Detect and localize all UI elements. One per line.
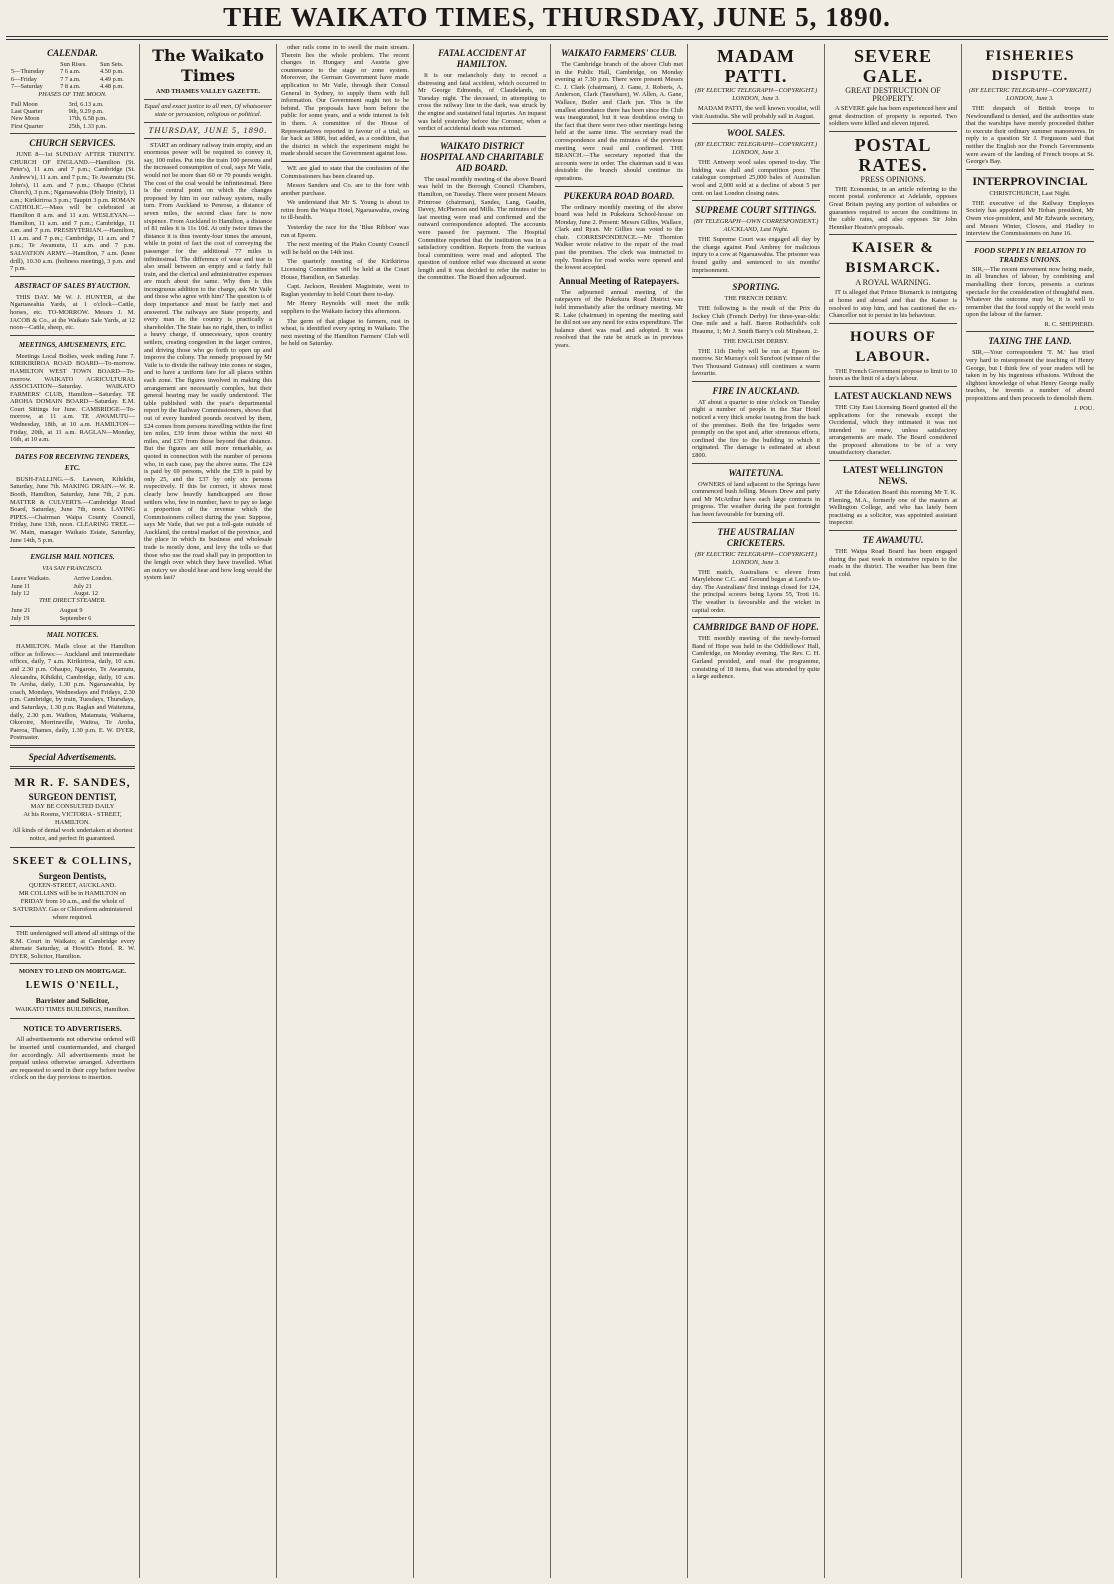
moon-heading: PHASES OF THE MOON. [38, 90, 107, 98]
divider [418, 136, 546, 137]
fatal-accident-text: It is our melancholy duty to record a distressing and fatal accident, which occurred to Mr George Edmonds, of Claudelands, on Tuesday night. The deceased, in attempting to cross the railway line in the dark, was struck by the engine and sustained fatal injuries. An inquest was held yesterday before the Coroner, when a verdict of accidental death was returned. [418, 72, 546, 133]
article-body [418, 176, 546, 282]
divider [144, 99, 272, 100]
cell: Sun Sets. [100, 61, 124, 68]
madam-patti-sub: (BY ELECTRIC TELEGRAPH—COPYRIGHT.) LONDON, June 3. [694, 87, 818, 102]
divider [692, 463, 820, 464]
interprovincial-heading: INTERPROVINCIAL [972, 173, 1088, 188]
divider [692, 381, 820, 382]
wellington-news-text: AT the Education Board this morning Mr T. K. Fleming, M.A., formerly one of the masters at Wellington College, and who has lately been practising as a solicitor, was appointed assistant inspector. [829, 489, 957, 527]
brief-item: The quarterly meeting of the Kirikiriroa Licensing Committee will be held at the Court House, Hamilton, on Saturday. [281, 258, 409, 281]
wellington-news-heading: LATEST WELLINGTON NEWS. [842, 465, 944, 487]
cell: New Moon [11, 115, 40, 123]
special-ads-heading: Special Advertisements. [28, 751, 117, 762]
cell: 17th, 6.58 p.m. [68, 115, 107, 123]
divider [692, 277, 820, 278]
article-body [144, 142, 272, 582]
abstract-text: THIS DAY. Mr W. J. HUNTER, at the Ngaruawahia Yards, at 1 o'clock—Cattle, horses, etc. TO-MORROW. Messrs J. M. JACOB & Co., at the Waikato Sale Yards, at 12 noon—Cattle, sheep, etc. [10, 293, 135, 332]
divider [692, 200, 820, 201]
column-6 [688, 44, 825, 1578]
cell: September 6 [59, 614, 92, 622]
leader-continued-text: other rails come in to swell the main stream. Therein lies the whole problem. The recent changes in Hungary and Austria give countenance to the stage or zone system. Moreover, the German Government have made application to Mr Vaile, through their Consul General in Sydney, to supply them with full information. Our Government ought not to be behind. The proposals have been before the public for some years, and a wide interest is felt in them. A committee of the House of Representatives reported in favour of a trial, so far back as 1886, but added, as a condition, that the district in which the experiment might be made should secure the Government against loss. [281, 44, 409, 158]
notice-advertisers-heading: NOTICE TO ADVERTISERS. [23, 1024, 122, 1034]
church-services-heading: CHURCH SERVICES. [29, 138, 116, 149]
cell: July 12 [11, 590, 30, 597]
article-body [966, 105, 1094, 166]
farmers-club-text: The Cambridge branch of the above Club met in the Public Hall, Cambridge, on Monday evening at 7.30 p.m. There were present Messrs C. J. Clark (chairman), J. Gane, J. Roberts, A. Anderson, Clark (Tauwhare), W. Allen, A. Gane, Wallace, Butler and Clark jun. This is the smallest attendance there has been since the Club was inaugurated, but it was doubtless owing to the fact that there were two other meetings being held at the same time. The secretary read the correspondence and the minutes of the previous meeting were read and confirmed. THE BRANCH.—The secretary reported that the accounts were in order. The chairman said it was desirable the branch should continue its operations. [555, 61, 683, 182]
cricketers-sub: (BY ELECTRIC TELEGRAPH—COPYRIGHT.) LONDON, June 3. [694, 550, 818, 566]
advert-text: MR COLLINS will be in HAMILTON on FRIDAY from 10 a.m., and the whole of SATURDAY. Gas or Chloroform administered where required. [12, 889, 133, 921]
hospital-board-heading: WAIKATO DISTRICT HOSPITAL AND CHARITABLE AID BOARD. [420, 140, 544, 173]
pukekura-heading: PUKEKURA ROAD BOARD. [563, 190, 675, 201]
french-derby-text: THE following is the result of the Prix du Jockey Club (French Derby) for three-year-olds: One mile and a half. Baron Rothschild's colt Heaume, 1; Mr J. Smith Barry's colt Mirabeau, 2. [692, 305, 820, 335]
cell: 9th, 9.29 p.m. [68, 108, 104, 116]
supreme-court-heading: SUPREME COURT SITTINGS. [695, 205, 817, 216]
article-body [10, 930, 135, 960]
ratepayers-heading: Annual Meeting of Ratepayers. [559, 275, 679, 286]
postal-rates-sub: PRESS OPINIONS. [860, 174, 926, 184]
article-body [10, 476, 135, 544]
article-body [692, 348, 820, 378]
cell: June 11 [11, 582, 31, 590]
brief-item: The germ of that plague to farmers, rust in wheat, is identified every spring in Waikato. The next meeting of the Hamilton Farmers' Club will be held on Saturday. [281, 317, 409, 348]
advert-name: SKEET & COLLINS, [12, 854, 133, 867]
divider [10, 847, 135, 848]
column-7 [825, 44, 962, 1578]
cell: 7 6 a.m. [60, 68, 81, 76]
auckland-news-text: THE City East Licensing Board granted all the applications for the renewals except the Occidental, which they intimated it was not intended to renew, unless satisfactory arrangements are made. The Board considered the proposed alterations to be of a very unsatisfactory character. [829, 403, 957, 457]
advert-title: SURGEON DENTIST, [28, 791, 117, 802]
mails-heading: ENGLISH MAIL NOTICES. [30, 553, 115, 562]
divider [281, 161, 409, 162]
brief-item: Messrs Sanders and Co. are to the fore with another purchase. [281, 182, 409, 197]
table-row [10, 83, 135, 90]
divider [829, 386, 957, 387]
divider [10, 335, 135, 336]
divider [966, 331, 1094, 332]
column-2 [140, 44, 277, 1578]
kaiser-text: IT is alleged that Prince Bismarck is intriguing at home and abroad and that the Kaiser is resolved to stop him, and has cautioned the ex-Chancellor not to persist in his behaviour. [829, 289, 957, 320]
severe-gale-heading: SEVERE GALE. [853, 46, 933, 86]
mail-notices-text: HAMILTON. Mails close at the Hamilton office as follows:— Auckland and intermediate offices, daily, 7 a.m. Kirikiriroa, daily, 10 a.m. and 2.30 p.m. Ohaupo, Ngaroto, Te Awamutu, Alexandra, Kihikihi, Cambridge, daily, 10 a.m. Te Aroha, daily, 1.30 p.m. Ngaruawahia, by coach, Mondays, Wednesdays and Fridays, 2.30 p.m. Cambridge, by train, Tuesdays, Thursdays, and Saturdays, 1.30 p.m. Raglan and Waitetuna, daily, 2.30 p.m. Waihou, Matamata, Waharoa, Okoroire, Morrinsville, Waitoa, Te Aroha, Paeroa, Thames, daily, 1.30 p.m. E. W. DYER, Postmaster. [10, 643, 135, 742]
calendar-heading: CALENDAR. [47, 48, 98, 58]
kaiser-sub: A ROYAL WARNING. [855, 278, 931, 288]
cell: 25th, 1.33 p.m. [68, 122, 107, 130]
article-body [692, 481, 820, 519]
cell: June 21 [11, 607, 31, 615]
advert-title: Surgeon Dentists, [38, 870, 107, 881]
interprovincial-text: THE executive of the Railway Employes Society has appointed Mr Hoban president, Mr Owen vice-president, and Mr Edwards secretary, and Messrs Winter, Clowes, and Hadley to interview the Commissioners on June 16. [966, 199, 1094, 238]
divider [10, 766, 135, 769]
brief-item: Yesterday the race for the 'Blue Ribbon' was run at Epsom. [281, 224, 409, 239]
article-body [10, 294, 135, 332]
advert-name: LEWIS O'NEILL, [25, 980, 120, 992]
supreme-court-sub: (BY TELEGRAPH—OWN CORRESPONDENT.) AUCKLAND, Last Night. [693, 218, 819, 234]
skeet-collins-advert [10, 852, 135, 922]
cell: Last Quarter [11, 108, 43, 116]
cell: 4.49 p.m. [100, 75, 124, 83]
cell: 7 8 a.m. [60, 83, 81, 91]
te-awamutu-text: THE Waipa Road Board has been engaged during the past week in extensive repairs to the roads in the district. The weather has been fine but cold. [829, 548, 957, 578]
waitetuna-heading: WAITETUNA. [728, 467, 784, 478]
article-body [966, 266, 1094, 319]
fisheries-heading: FISHERIES DISPUTE. [985, 48, 1075, 84]
article-body [829, 368, 957, 383]
cell: July 21 [73, 582, 92, 590]
cell [10, 61, 59, 68]
church-services-text: JUNE 8—1st SUNDAY AFTER TRINITY. CHURCH OF ENGLAND.—Hamilton (St. Peter's), 11 a.m. and 7 p.m.; Cambridge (St. Andrew's), 11 a.m. and 7 p.m.; Te Awamutu (St. John's), 11 a.m. and 7 p.m.; Ohaupo (Christ Church), 3 p.m.; Ngaruawahia (Holy Trinity), 11 a.m.; Kirikiriroa 3 p.m.; Taupiri 3 p.m. ROMAN CATHOLIC.—Mass will be celebrated at Hamilton 8 a.m. and 11 a.m. WESLEYAN.—Hamilton, 11 a.m. and 7 p.m.; Cambridge, 11 a.m. and 7 p.m. PRESBYTERIAN.—Hamilton, 11 a.m. and 7 p.m.; Cambridge, 11 a.m. and 7 p.m.; Te Awamutu, 11 a.m. and 7 p.m. SALVATION ARMY.—Hamilton, 7 a.m. (knee drill), 10.30 a.m. (holiness meeting), 3 p.m. and 7 p.m. [10, 151, 135, 273]
column-5 [551, 44, 688, 1578]
article-body [692, 635, 820, 681]
divider [692, 522, 820, 523]
masthead-title: THE WAIKATO TIMES, THURSDAY, JUNE 5, 1890. [223, 2, 891, 32]
table-row [10, 607, 135, 614]
article-body [829, 289, 957, 319]
hours-labour-heading: HOURS OF LABOUR. [850, 328, 936, 365]
divider [10, 963, 135, 964]
column-1 [6, 44, 140, 1578]
advert-name: MR R. F. SANDES, [14, 774, 131, 789]
cricketers-heading: THE AUSTRALIAN CRICKETERS. [717, 526, 795, 548]
taxing-land-signature: J. POU. [1073, 404, 1094, 412]
article-body [281, 44, 409, 348]
cell: July 19 [11, 614, 30, 622]
divider [966, 241, 1094, 242]
table-row [10, 583, 135, 590]
divider [10, 625, 135, 626]
table-row [10, 575, 135, 582]
meetings-heading: MEETINGS, AMUSEMENTS, ETC. [18, 340, 127, 349]
calendar-table [10, 61, 135, 91]
madam-patti-heading: MADAM PATTI. [717, 46, 795, 86]
severe-gale-sub: GREAT DESTRUCTION OF PROPERTY. [845, 86, 941, 103]
english-derby-heading: THE ENGLISH DERBY. [723, 337, 789, 345]
table-row [10, 108, 135, 115]
article-body [692, 159, 820, 197]
te-awamutu-heading: TE AWAMUTU. [862, 535, 924, 546]
advert-heading: MONEY TO LEND ON MORTGAGE. [18, 968, 127, 976]
brief-item: We understand that Mr S. Young is about to retire from the Waipa Hotel, Ngaruawahia, owing to ill-health. [281, 199, 409, 222]
column-4 [414, 44, 551, 1578]
cell: Sun Rises. [60, 61, 87, 68]
oneill-advert [10, 968, 135, 1014]
article-body [692, 236, 820, 274]
article-body [10, 1036, 135, 1082]
leader-dateline: THURSDAY, JUNE 5, 1890. [148, 125, 268, 135]
farmers-club-heading: WAIKATO FARMERS' CLUB. [561, 48, 677, 58]
fire-text: AT about a quarter to nine o'clock on Tuesday night a number of people in the Star Hotel noticed a very thick smoke issuing from the back of the premises. Both the fire brigades were promptly on the spot and, after strenuous efforts, confined the fire to the building in which it originated. The damage is estimated at about £800. [692, 398, 820, 460]
cell: 5—Thursday [11, 68, 45, 76]
advert-place: WAIKATO TIMES BUILDINGS, Hamilton. [15, 1006, 130, 1014]
paper-title: The Waikato Times [152, 46, 264, 85]
masthead-rule-lower [6, 39, 1108, 40]
paper-motto: Equal and exact justice to all men, Of whatsoever state or persuasion, religious or political. [144, 103, 272, 118]
article-body [555, 204, 683, 272]
table-row [10, 615, 135, 622]
taxing-land-text: SIR,—Your correspondent 'T. M.' has tried very hard to misrepresent the teaching of Henry George, but I think few of your readers will be taken in by his ingenious effusions. Without the slightest knowledge of what Henry George really teaches, he invents a number of absurd propositions and then proceeds to demolish them. [966, 349, 1094, 403]
brief-item: Mr Henry Reynolds will meet the milk suppliers to the Waikato factory this afternoon. [281, 300, 409, 315]
brief-item: Capt. Jackson, Resident Magistrate, went to Raglan yesterday to hold Court there to-day. [281, 283, 409, 298]
article-body [692, 105, 820, 120]
brief-item: The next meeting of the Piako County Council will be held on the 14th inst. [281, 241, 409, 256]
fatal-accident-heading: FATAL ACCIDENT AT HAMILTON. [438, 48, 526, 69]
advert-title: Barrister and Solicitor, [35, 996, 110, 1006]
cell: 3rd, 6.13 a.m. [68, 100, 104, 108]
direct-table [10, 607, 135, 622]
pukekura-text: The ordinary monthly meeting of the above board was held in Pukekura School-house on Monday, June 2. Present: Messrs Gillies, Wallace, Clark and Ryan. Mr Gillies was voted to the chair. CORRESPONDENCE.—Mr Thornton Walker wrote relative to the repair of the road past the premises. The clerk was instructed to reply. Tenders for road works were opened and the lowest accepted. [555, 203, 683, 272]
masthead-rule [6, 36, 1108, 37]
cell: Leave Waikato. [11, 575, 51, 583]
cell: 7—Saturday [11, 83, 43, 91]
article-body [966, 349, 1094, 402]
table-row [10, 590, 135, 597]
divider [144, 138, 272, 139]
fisheries-text: THE despatch of British troops to Newfoundland is denied, and the authorities state that the warships have merely proceeded thither to execute their ordinary summer manoeuvres. In reply to a question Sir J. Fergusson said that neither the English nor the French Governments were aware of the landing of French troops at St. George's Bay. [966, 105, 1094, 166]
article-body [692, 399, 820, 460]
divider [144, 122, 272, 123]
abstract-heading: ABSTRACT OF SALES BY AUCTION. [14, 281, 131, 290]
severe-gale-text: A SEVERE gale has been experienced here and great destruction of property is reported. Two soldiers were killed and eleven injured. [829, 105, 957, 128]
wool-sales-sub: (BY ELECTRIC TELEGRAPH—COPYRIGHT.) LONDON, June 3. [694, 141, 818, 157]
paper-subtitle: AND THAMES VALLEY GAZETTE. [155, 88, 261, 95]
article-body [10, 151, 135, 273]
cell: First Quarter [11, 122, 44, 130]
table-row [10, 101, 135, 108]
article-body [829, 404, 957, 457]
waitetuna-text: OWNERS of land adjacent to the Springs have commenced bush felling. Messrs Drew and party and Mr McArthur have each large contracts in progress. The weather during the past fortnight has been favourable for burning off. [692, 480, 820, 518]
table-row [10, 76, 135, 83]
article-body [829, 105, 957, 128]
hours-labour-text: THE French Government propose to limit to 10 hours as the limit of a day's labour. [829, 367, 957, 383]
table-row [10, 61, 135, 68]
taxing-land-heading: TAXING THE LAND. [988, 336, 1072, 347]
wool-sales-text: THE Antwerp wool sales opened to-day. The bidding was dull and competition poor. The catalogue comprised 25,000 bales of Australian wool and 2,000 sold at a decline of about 5 per cent. on last London closing rates. [692, 159, 820, 197]
divider [966, 169, 1094, 170]
article-body [10, 353, 135, 444]
dentist-advert [10, 773, 135, 843]
solicitor-advert-text: THE undersigned will attend all sittings of the R.M. Court in Waikato; at Cambridge every alternate Saturday, at Howitt's Hotel. R. W. DYER, Solicitor, Hamilton. [10, 929, 135, 960]
article-body [418, 72, 546, 133]
meetings-text: Meetings Local Bodies, week ending June 7. KIRIKIRIROA ROAD BOARD—To-morrow. HAMILTON WEST TOWN BOARD—To-morrow. WAIKATO AGRICULTURAL ASSOCIATION—Saturday. WAIKATO FARMERS' CLUB, Hamilton—Saturday. TE AROHA DOMAIN BOARD—Saturday. E.M. Court Sittings for June. CAMBRIDGE—To-morrow, at 11 a.m. TE AWAMUTU—Wednesday, 18th, at 10 a.m. HAMILTON—Friday, 20th, at 11 a.m. RAGLAN—Monday, 16th, at 10 a.m. [10, 352, 135, 444]
divider [10, 547, 135, 548]
moon-table [10, 101, 135, 131]
wool-sales-heading: WOOL SALES. [726, 128, 786, 139]
article-body [829, 489, 957, 527]
leader-text: START an ordinary railway train empty, and an enormous power will be required to convey it, say, 100 miles. Put into the train 100 persons and the increased consumption of coal, says Mr Vaile, would not be more than 60 or 70 pounds weight. The cost of the coal would be infinitesimal. Here is the central point on which the changes proposed by him in our railway system, really turn. From Auckland to Penrose, a distance of seven miles, the second class fare is now sixpence. From Auckland to Hamilton, a distance of 81 miles it is 11s 10d. At only twice times the distance it is thus twenty-four times the amount, while in point of fact the cost of conveying the passenger for the additional 77 miles is infinitesimal. The difference of wear and tear is also small between an empty and a fairly full train, and the clerical and administrative expenses are much about the same. Why then is this incongruous addition to the charge, ask Mr Vaile and those who agree with him? The question is of deep importance and must be fairly met and answered. The railways are State property, and every man in the country is practically a shareholder. The State has no right, then, to inflict a heavy charge, if unnecessary, upon country settlers, creating congestion in the larger centres, and driving those who go forth to open up and improve the colony. The remedy proposed by Mr Vaile is to divide the railway into zones or stages, and to have a uniform fare for all places within each zone. The figures involved in making this arrangement are necessarily complex, but their general bearing may be easily understood. The table published with the year's departmental report by the Railway Commissioners, shows that out of every hundred pounds received by them, £24 comes from persons travelling within the first ten miles, £39 from those within the next 40 miles, and £37 from those beyond that distance. But the figures are still more remarkable, as quoted in connection with the number of persons who, in each case, pay the above sums. The £24 is paid by 69 persons, while the £39 is paid by only 25, and the £37 by only six persons respectively. If this be correct, it shows most clearly how heavily handicapped are those settlers who, few in number, have to pay so large a proportion of the revenue which the Commissioners collect during the year. Suppose, says Mr Vaile, that we put a toll-gate outside of Auckland, the central market of the province, and the place in which its business and wholesale trade is mostly done, and levy the tolls so that those who use the road shall pay in proportion to the length over which they have travelled. What an outcry we should hear and how long would the system last? [144, 141, 272, 582]
sporting-heading: SPORTING. [732, 282, 780, 293]
divider [10, 1018, 135, 1019]
postal-rates-heading: POSTAL RATES. [854, 134, 932, 175]
column-8 [962, 44, 1098, 1578]
brief-item: WE are glad to state that the confusion of the Commissioners has been cleared up. [281, 164, 409, 180]
article-body [10, 643, 135, 742]
article-body [829, 548, 957, 578]
postal-rates-text: THE Economist, in an article referring to the recent postal conference at Adelaide, opposes Great Britain paying any portion of subsidies or guarantees required to secure the conditions in the cable rates, and also opposes Sir John Henniker Heaton's proposals. [829, 185, 957, 231]
auckland-news-heading: LATEST AUCKLAND NEWS [834, 390, 952, 401]
divider [829, 234, 957, 235]
divider [829, 460, 957, 461]
food-supply-text: SIR,—The recent movement now being made, in all branches of labour, by combining and marshalling their forces, presents a curious spectacle for the consideration of thoughtful men. Whatever the outcome may be, it is well to remember that the food supply of the world rests upon the labour of the farmer. [966, 265, 1094, 319]
interprovincial-sub: CHRISTCHURCH, Last Night. [989, 189, 1071, 197]
tenders-heading: DATES FOR RECEIVING TENDERS, ETC. [15, 452, 130, 472]
advert-place: QUEEN-STREET, AUCKLAND. [28, 881, 117, 889]
cell: August 9 [59, 607, 83, 615]
ratepayers-text: The adjourned annual meeting of the ratepayers of the Pukekura Road District was held immediately after the ordinary meeting. Mr R. Lake (chairman) in opening the meeting said he did not see any need for extra expenditure. The balance sheet was read and adopted. It was resolved that the rate be struck as in previous years. [555, 288, 683, 349]
divider [10, 133, 135, 134]
band-of-hope-heading: CAMBRIDGE BAND OF HOPE. [693, 622, 819, 633]
article-body [692, 305, 820, 335]
mails-subheading: VIA SAN FRANCISCO. [42, 565, 103, 573]
food-supply-signature: R. C. SHEPHERD. [1044, 320, 1094, 328]
madam-patti-text: MADAM PATTI, the well known vocalist, will visit Australia. She will probably sail in August. [692, 105, 820, 120]
fisheries-sub: (BY ELECTRIC TELEGRAPH—COPYRIGHT.) LONDON, June 3. [968, 87, 1092, 102]
direct-steamer-heading: THE DIRECT STEAMER. [39, 597, 106, 605]
advert-text: All kinds of dental work undertaken at shortest notice, and perfect fit guaranteed. [12, 826, 133, 842]
divider [692, 617, 820, 618]
food-supply-heading: FOOD SUPPLY IN RELATION TO TRADES UNIONS. [974, 245, 1086, 264]
column-3 [277, 44, 414, 1578]
divider [10, 276, 135, 277]
article-body [555, 61, 683, 183]
mail-notices-heading: MAIL NOTICES. [46, 631, 99, 640]
article-body [555, 289, 683, 350]
cricketers-text: THE match, Australians v. eleven from Marylebone C.C. and Ground began at Lord's to-day. The Australians' first innings closed for 124, the principal scorers being Lyons 55, Trott 16. The weather is favourable and the wicket in capital order. [692, 568, 820, 614]
article-body [966, 200, 1094, 238]
supreme-court-text: THE Supreme Court was engaged all day by the charge against Paul Ambrey for malicious injury to a cow at Ngaruawahia. The prisoner was found guilty and sentenced to six months' imprisonment. [692, 236, 820, 274]
divider [829, 323, 957, 324]
advert-place: At his Rooms, VICTORIA - STREET, HAMILTON. [23, 810, 122, 826]
cell: 4.50 p.m. [100, 68, 124, 76]
fire-heading: FIRE IN AUCKLAND. [712, 385, 800, 396]
notice-advertisers-text: All advertisements not otherwise ordered will be inserted until countermanded, and charged for accordingly. All advertisements must be prepaid unless otherwise arranged. Advertisers are requested to send in their copy before twelve o'clock on the day previous to insertion. [10, 1036, 135, 1082]
cell: Full Moon [11, 100, 38, 108]
kaiser-heading: KAISER & BISMARCK. [845, 240, 941, 277]
tenders-text: BUSH-FALLING.—S. Lawson, Kihikihi, Saturday, June 7th. MAKING DRAIN.—W. R. Booth, Hamilton, Saturday, June 7th, 2 p.m. MATTER & CULVERTS.—Cambridge Road Board, Saturday, June 7th, noon. LAYING PIPES.—Chairman Waipa County Council, Friday, June 13th, noon. CLEARING TREE.—W. Main, manager Waikato Estate, Saturday, June 14th, 5 p.m. [10, 475, 135, 544]
cell: 6—Friday [11, 75, 37, 83]
divider [692, 123, 820, 124]
table-row [10, 115, 135, 122]
cell: Arrive London. [73, 575, 113, 583]
mail-table [10, 575, 135, 597]
columns [6, 44, 1108, 1578]
french-derby-heading: THE FRENCH DERBY. [724, 295, 788, 303]
table-row [10, 123, 135, 130]
divider [555, 186, 683, 187]
article-body [829, 186, 957, 232]
divider [10, 447, 135, 448]
divider [829, 131, 957, 132]
divider [10, 926, 135, 927]
english-derby-text: THE 11th Derby will be run at Epsom to-morrow. Sir Murray's colt Surefoot (winner of the Two Thousand Guineas) still continues a warm favourite. [692, 347, 820, 378]
divider [10, 745, 135, 748]
cell: Augst. 12 [73, 590, 99, 597]
table-row [10, 68, 135, 75]
hospital-board-text: The usual monthly meeting of the above Board was held in the Borough Council Chambers, Hamilton, on Tuesday. There were present Messrs Primrose (chairman), Sandes, Lang, Gaudin, Davey, McPherson and Mills. The minutes of the last meeting were read and confirmed and the outward correspondence adopted. The accounts were passed for payment. The Hospital Committee reported that the institution was in a satisfactory condition. Reports from the various local committees were read and adopted. The question of outdoor relief was discussed at some length and it was decided to refer the matter to the committee. The Board then adjourned. [418, 175, 546, 282]
article-body [692, 569, 820, 615]
advert-line: MAY BE CONSULTED DAILY [30, 802, 115, 810]
band-of-hope-text: THE monthly meeting of the newly-formed Band of Hope was held in the Oddfellows' Hall, Cambridge, on Monday evening. The Rev. C. H. Garland presided, and read the programme, consisting of 18 items, that was attended by quite a large audience. [692, 635, 820, 681]
cell: 4.48 p.m. [100, 83, 124, 91]
divider [829, 530, 957, 531]
cell: 7 7 a.m. [60, 75, 81, 83]
